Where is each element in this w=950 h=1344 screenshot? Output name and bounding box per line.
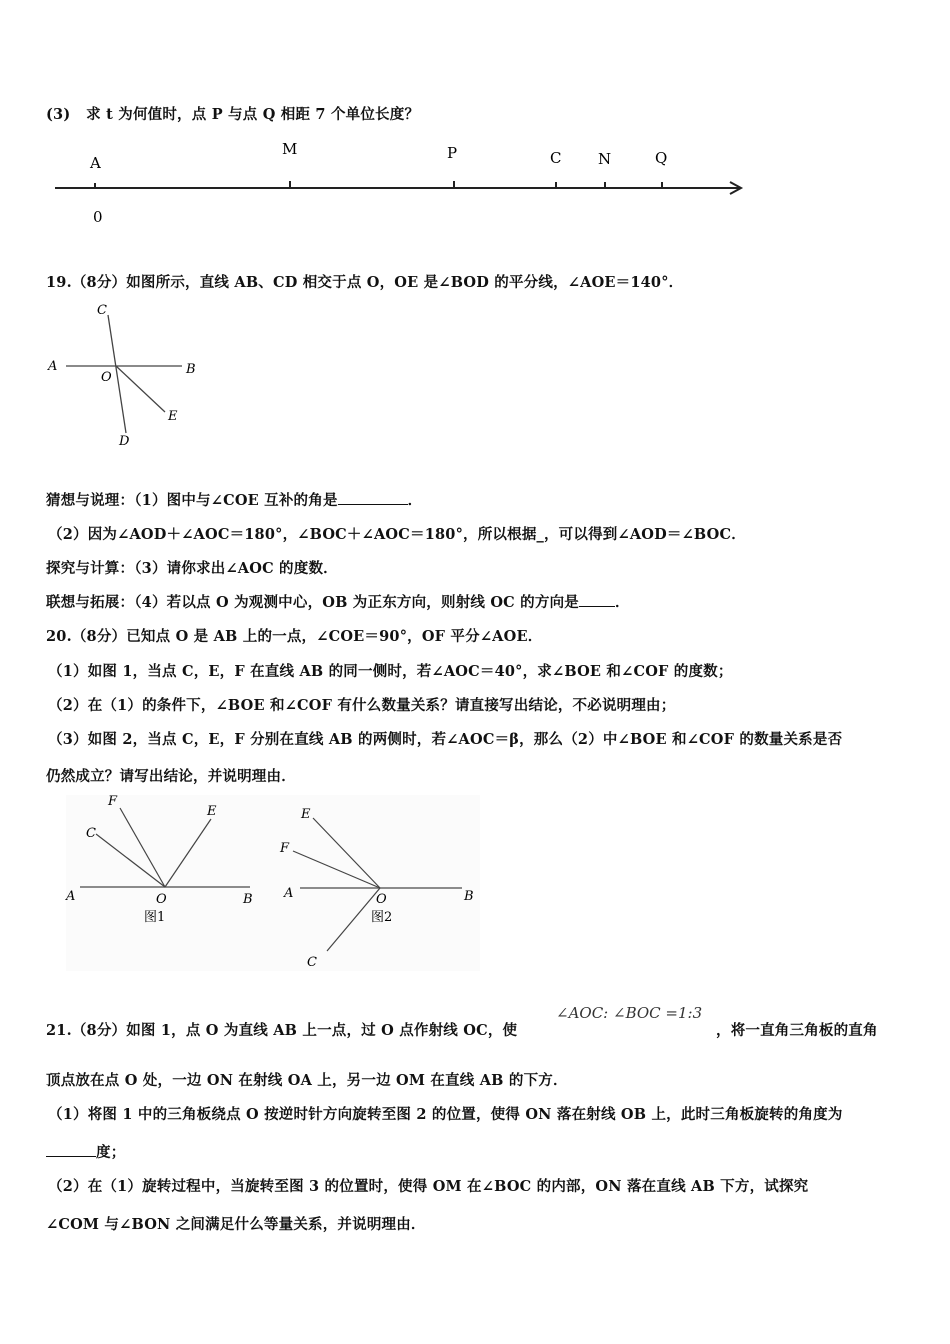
point-label-m: M (282, 140, 298, 158)
origin-label: 0 (93, 208, 103, 226)
answer-blank[interactable] (46, 1142, 96, 1157)
q19-part4-suffix: ． (614, 594, 630, 611)
fig19-label-d: D (119, 434, 130, 449)
fig19-label-e: E (168, 409, 178, 424)
answer-blank[interactable] (338, 490, 408, 505)
q21-line2: 顶点放在点 O 处，一边 ON 在射线 OA 上，另一边 OM 在直线 AB 的下方． (46, 1072, 568, 1089)
point-label-c: C (550, 149, 562, 167)
q19-part1 (46, 489, 422, 510)
point-label-a: A (90, 154, 101, 172)
fig1-label-e: E (207, 804, 217, 819)
q19-part4-text: 联想与拓展：（4）若以点 O 为观测中心，OB 为正东方向，则射线 OC 的方向是 (46, 594, 579, 611)
q20-title: 20.（8分）已知点 O 是 AB 上的一点，∠COE＝90°，OF 平分∠AOE． (46, 628, 543, 645)
q21-title-a: 21.（8分）如图 1，点 O 为直线 AB 上一点，过 O 点作射线 OC，使 (46, 1022, 518, 1039)
point-label-q: Q (655, 149, 668, 167)
q19-title: 19.（8分）如图所示，直线 AB、CD 相交于点 O，OE 是∠BOD 的平分线，∠AOE＝140°． (46, 274, 684, 291)
fig2-label-f: F (280, 841, 290, 856)
q19-part3: 探究与计算：（3）请你求出∠AOC 的度数． (46, 560, 338, 577)
number-line-figure (0, 135, 760, 235)
q20-part3b: 仍然成立？请写出结论，并说明理由． (46, 768, 296, 785)
q21-title-b: ，将一直角三角板的直角 (716, 1022, 878, 1039)
q19-part4 (46, 591, 630, 612)
q21-part2a: （2）在（1）旋转过程中，当旋转至图 3 的位置时，使得 OM 在∠BOC 的内部，ON 落在直线 AB 下方，试探究 (48, 1178, 809, 1195)
q21-part1a: （1）将图 1 中的三角板绕点 O 按逆时针方向旋转至图 2 的位置，使得 ON 落在射线 OB 上，此时三角板旋转的角度为 (48, 1106, 843, 1123)
q20-part3a: （3）如图 2，当点 C，E，F 分别在直线 AB 的两侧时，若∠AOC＝β，那么（2）中∠BOE 和∠COF 的数量关系是否 (48, 731, 843, 748)
fig2-label-b: B (464, 889, 474, 904)
fig2-caption: 图2 (371, 910, 393, 925)
q21-ratio-formula: ∠AOC: ∠BOC =1:3 (556, 1004, 703, 1022)
fig2-label-c: C (307, 955, 317, 970)
q21-part2b: ∠COM 与∠BON 之间满足什么等量关系，并说明理由． (46, 1216, 426, 1233)
fig1-label-c: C (86, 826, 96, 841)
fig19-label-o: O (101, 370, 112, 385)
point-label-p: P (447, 144, 458, 162)
fig1-label-o: O (156, 892, 167, 907)
q21-part1b (46, 1141, 125, 1162)
fig1-label-b: B (243, 892, 253, 907)
q20-part1: （1）如图 1，当点 C，E，F 在直线 AB 的同一侧时，若∠AOC＝40°，求∠BOE 和∠COF 的度数； (48, 663, 733, 680)
fig2-label-a: A (284, 886, 294, 901)
q20-part2: （2）在（1）的条件下，∠BOE 和∠COF 有什么数量关系？请直接写出结论，不必说明理由； (48, 697, 676, 714)
fig19-label-a: A (48, 359, 58, 374)
q19-part1-text: 猜想与说理：（1）图中与∠COE 互补的角是 (46, 492, 338, 509)
q19-figure (40, 298, 210, 458)
point-label-n: N (598, 150, 612, 168)
q21-part1b-suffix: 度； (96, 1144, 126, 1161)
fig19-label-b: B (186, 362, 196, 377)
q19-part2: （2）因为∠AOD＋∠AOC＝180°，∠BOC＋∠AOC＝180°，所以根据_，可以得到∠AOD＝∠BOC． (48, 526, 746, 543)
fig2-label-e: E (301, 807, 311, 822)
fig2-label-o: O (376, 892, 387, 907)
fig1-caption: 图1 (144, 910, 166, 925)
fig19-label-c: C (97, 303, 107, 318)
fig1-label-a: A (66, 889, 76, 904)
fig1-label-f: F (108, 794, 118, 809)
answer-blank[interactable] (579, 592, 615, 607)
q20-figures (60, 790, 490, 980)
q18-part3: (3) 求 t 为何值时，点 P 与点 Q 相距 7 个单位长度？ (46, 106, 420, 123)
q19-part1-suffix: ． (407, 492, 423, 509)
